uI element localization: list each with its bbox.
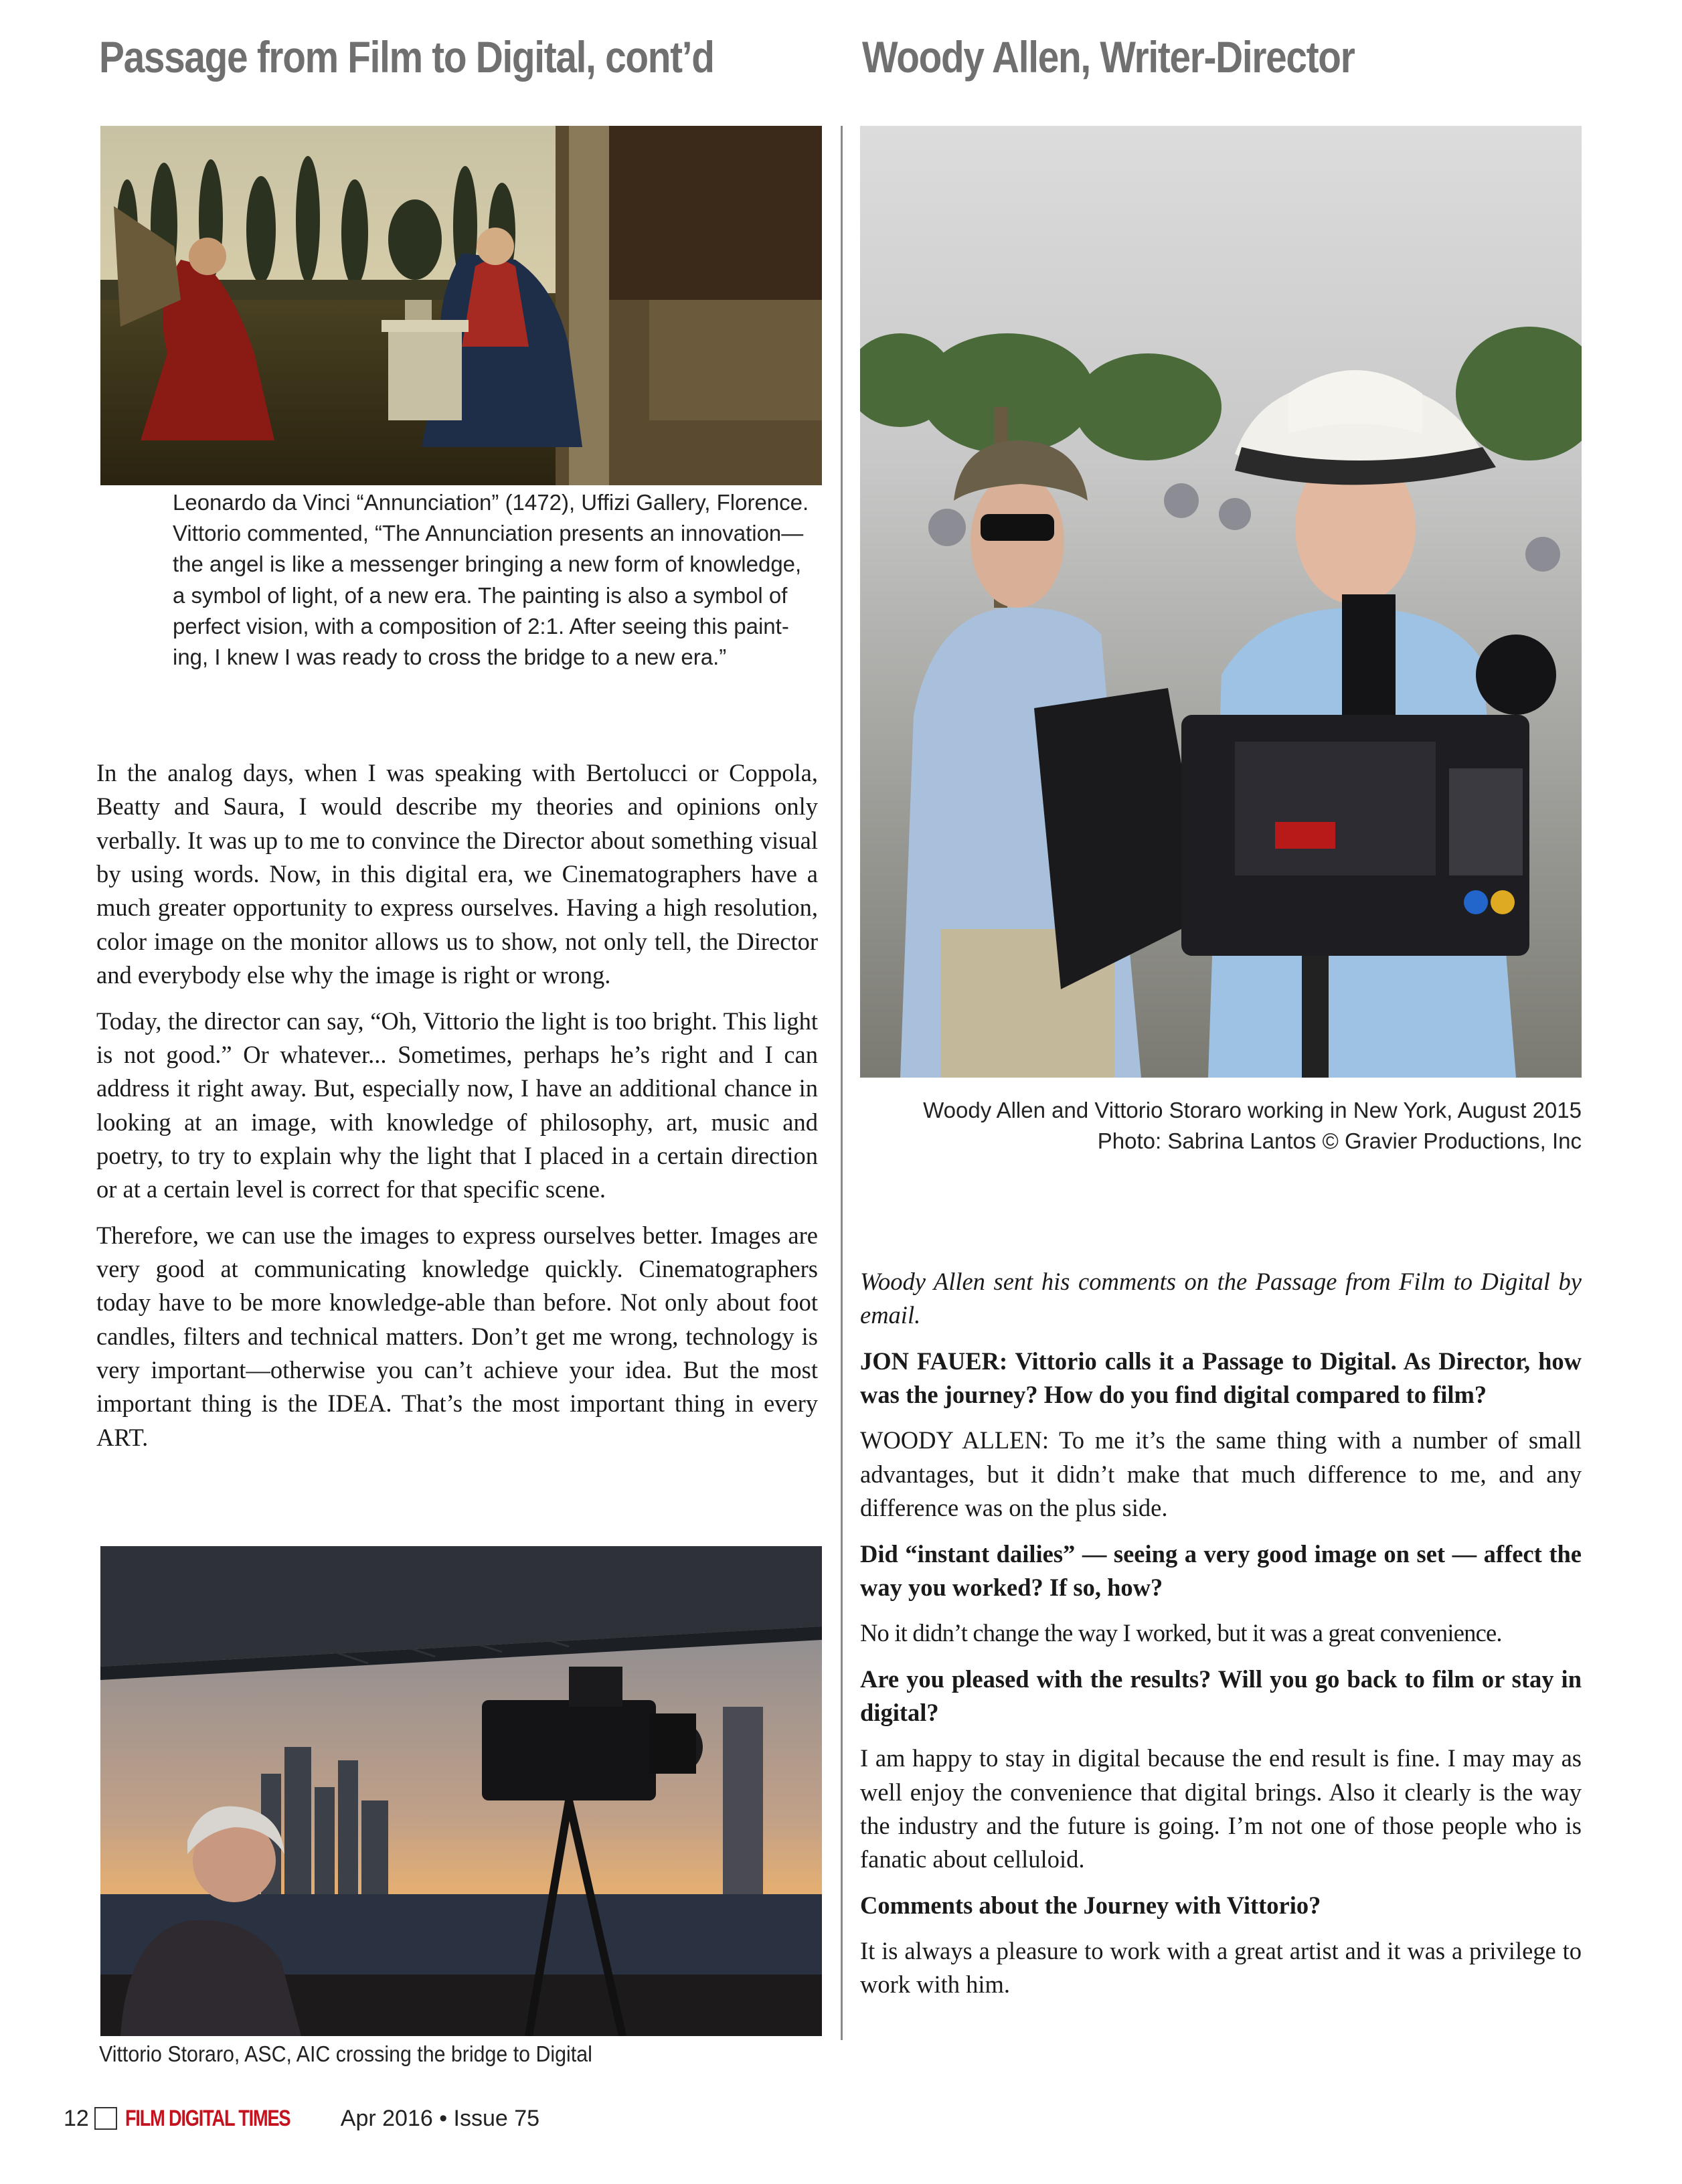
interview-answer: WOODY ALLEN: To me it’s the same thing with a number of small advantages, but it didn’t make that much difference to me, and any difference was on the plus side. <box>860 1426 1582 1522</box>
column-divider <box>841 126 843 2040</box>
bridge-photo <box>100 1546 822 2036</box>
right-heading: Woody Allen, Writer-Director <box>862 32 1355 82</box>
woody-allen-photo <box>860 126 1582 1078</box>
paragraph: In the analog days, when I was speaking with Bertolucci or Coppola, Beatty and Saura, I would describe my theories and opinions only verbally. It was up to me to convince the Director about something visual by using words. Now, in this digital era, we Cinematographers have a much greater opportunity to express ourselves. Having a high resolution, color image on the monitor allows us to show, not only tell, the Director and everybody else why the image is right or wrong. <box>96 759 818 989</box>
interview-question: Are you pleased with the results? Will you go back to film or stay in digital? <box>860 1665 1582 1726</box>
interview-answer: No it didn’t change the way I worked, but it was a great convenience. <box>860 1619 1502 1647</box>
left-heading: Passage from Film to Digital, cont’d <box>99 32 714 82</box>
interview-answer: It is always a pleasure to work with a great artist and it was a privilege to work with him. <box>860 1937 1582 1999</box>
bridge-caption: Vittorio Storaro, ASC, AIC crossing the bridge to Digital <box>99 2041 592 2066</box>
interview-question: Comments about the Journey with Vittorio? <box>860 1891 1321 1919</box>
left-body-text <box>96 756 818 1466</box>
annunciation-painting <box>100 126 822 485</box>
paragraph: Today, the director can say, “Oh, Vittorio the light is too bright. This light is not good.” Or whatever... Sometimes, perhaps he’s right and I can address it right away. But, especially now, I have an additional chance in looking at an image, with knowledge of philosophy, art, music and poetry, to try to explain why the light that I placed in a certain direction or at a certain level is correct for that specific scene. <box>96 1007 818 1203</box>
interview-intro: Woody Allen sent his comments on the Passage from Film to Digital by email. <box>860 1268 1582 1329</box>
interview-text <box>860 1265 1582 2014</box>
paragraph: Therefore, we can use the images to express ourselves better. Images are very good at communicating knowledge quickly. Cinematographers today have to be more knowledge-able than before. Not only about foot candles, filters and technical matters. Don’t get me wrong, technology is very important—otherwise you can’t achieve your idea. But the most important thing is the IDEA. That’s the most important thing in every ART. <box>96 1221 818 1451</box>
page-box-icon <box>94 2107 117 2130</box>
painting-caption: Leonardo da Vinci “Annunciation” (1472), Uffizi Gallery, Florence. Vittorio commented, “The Annunciation presents an innovation— the angel is like a messenger bringing a new form of knowledge, a symbol of light, of a new era. The painting is also a symbol of perfect vision, with a composition of 2:1. After seeing this paint- ing, I knew I was ready to cross the bridge to a new era.” <box>173 490 809 669</box>
page-footer <box>64 2102 539 2135</box>
publication-logo: FILM DIGITAL TIMES <box>124 2105 290 2131</box>
issue-label: Apr 2016 • Issue 75 <box>340 2105 540 2131</box>
page-number: 12 <box>64 2105 89 2131</box>
interview-question: JON FAUER: Vittorio calls it a Passage to Digital. As Director, how was the journey? How do you find digital compared to film? <box>860 1347 1582 1409</box>
woody-photo-caption: Woody Allen and Vittorio Storaro working in New York, August 2015 Photo: Sabrina Lantos © Gravier Productions, Inc <box>923 1098 1582 1154</box>
interview-answer: I am happy to stay in digital because the end result is fine. I may may as well enjoy the convenience that digital brings. Also it clearly is the way the industry and the future is going. I’m not one of those people who is fanatic about celluloid. <box>860 1744 1582 1873</box>
interview-question: Did “instant dailies” — seeing a very good image on set — affect the way you worked? If so, how? <box>860 1539 1582 1601</box>
